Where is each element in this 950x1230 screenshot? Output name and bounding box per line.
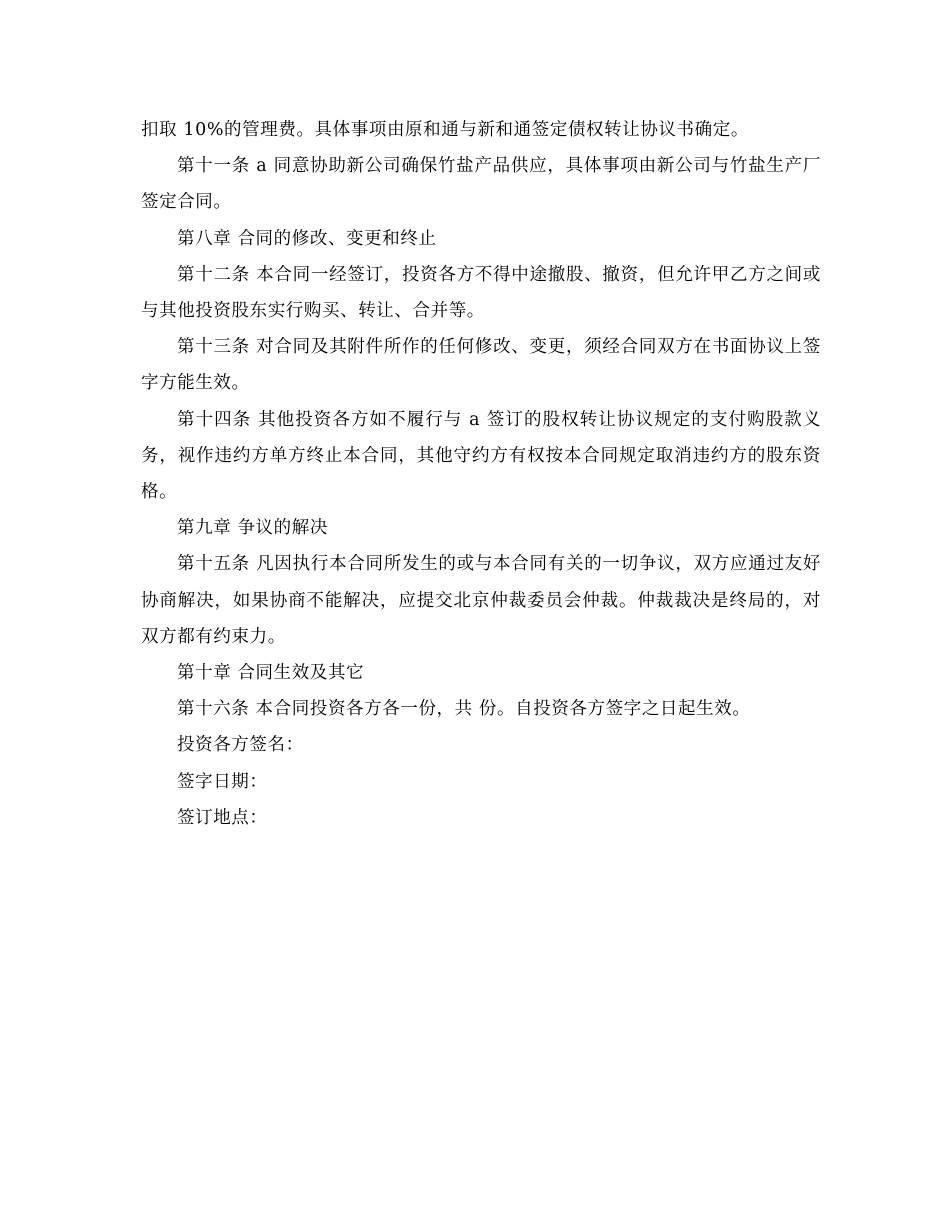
signature-line-place: 签订地点： xyxy=(177,807,268,828)
signature-line-date: 签字日期： xyxy=(177,771,268,792)
signature-line-investors: 投资各方签名： xyxy=(177,735,304,756)
article-12: 第十二条 本合同一经签订，投资各方不得中途撤股、撤资，但允许甲乙方之间或与其他投资股东实行购买、转让、合并等。 xyxy=(141,264,821,322)
article-16: 第十六条 本合同投资各方各一份，共 份。自投资各方签字之日起生效。 xyxy=(177,699,751,720)
chapter-8-heading: 第八章 合同的修改、变更和终止 xyxy=(177,228,437,249)
document-body xyxy=(141,112,821,836)
chapter-9-heading: 第九章 争议的解决 xyxy=(177,518,328,539)
article-14: 第十四条 其他投资各方如不履行与 a 签订的股权转让协议规定的支付购股款义务，视作违约方单方终止本合同，其他守约方有权按本合同规定取消违约方的股东资格。 xyxy=(141,409,821,503)
article-13: 第十三条 对合同及其附件所作的任何修改、变更，须经合同双方在书面协议上签字方能生效。 xyxy=(141,337,821,394)
article-15: 第十五条 凡因执行本合同所发生的或与本合同有关的一切争议，双方应通过友好协商解决，如果协商不能解决，应提交北京仲裁委员会仲裁。仲裁裁决是终局的，对双方都有约束力。 xyxy=(141,554,821,647)
chapter-10-heading: 第十章 合同生效及其它 xyxy=(177,663,365,684)
paragraph-management-fee: 扣取 10%的管理费。具体事项由原和通与新和通签定债权转让协议书确定。 xyxy=(141,120,749,140)
article-11: 第十一条 a 同意协助新公司确保竹盐产品供应，具体事项由新公司与竹盐生产厂签定合同。 xyxy=(141,156,821,213)
